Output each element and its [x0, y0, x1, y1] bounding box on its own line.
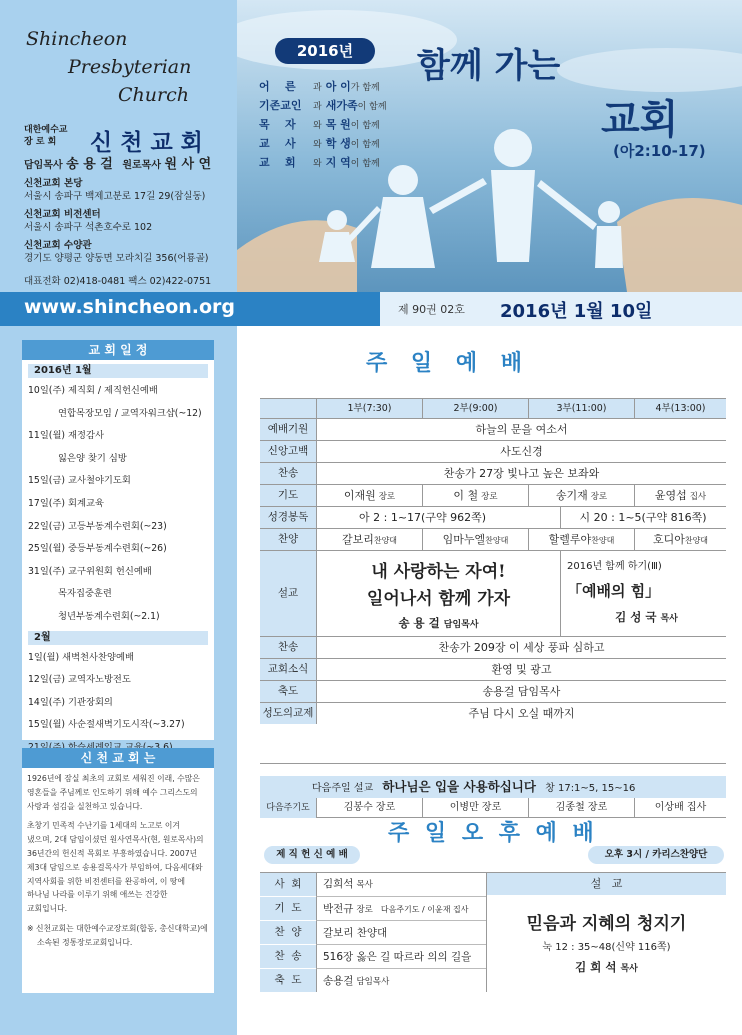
- worship-order-table: [260, 398, 726, 764]
- person-title: 장로: [481, 492, 498, 502]
- pm-name: 박전규: [323, 903, 354, 915]
- prayer-person: [422, 485, 528, 506]
- calendar-item: 1일(월) 새벽천사찬양예배: [28, 651, 134, 663]
- calendar-item: 청년부동계수련회(~2.1): [58, 610, 160, 622]
- year-badge: 2016년: [275, 38, 375, 64]
- afternoon-time: 오후 3시 / 카리스찬양단: [588, 846, 724, 864]
- calendar-item: 12일(금) 교역자노방전도: [28, 674, 131, 686]
- reading-row: [260, 506, 726, 528]
- motto-list: [259, 78, 387, 173]
- worship-row: [260, 418, 726, 440]
- church-name: 신 천 교 회: [90, 130, 203, 156]
- motto-j1: 와: [313, 140, 322, 150]
- pm-sermon-ref: 눅 12 : 35~48(신약 116쪽): [542, 942, 671, 953]
- afternoon-title: 주 일 오 후 예 배: [388, 821, 598, 846]
- worship-title: 주 일 예 배: [366, 351, 530, 376]
- reading-psalm: 시 20 : 1~5(구약 816쪽): [579, 511, 707, 524]
- motto-line: [259, 78, 387, 97]
- motto-j1: 과: [313, 102, 322, 112]
- website-bar: [0, 292, 742, 326]
- motto-j2: 이 함께: [350, 121, 380, 131]
- pm-extra: 다음주기도 / 이윤재 집사: [380, 905, 469, 914]
- worship-row-value: 송용걸 담임목사: [316, 681, 726, 702]
- about-note: [27, 922, 209, 950]
- calendar-item: 목자집중훈련: [58, 588, 112, 600]
- pm-row-value: [316, 872, 486, 896]
- prayer-person: [316, 485, 422, 506]
- sermon-main: [316, 551, 560, 636]
- choir-suffix: 찬양대: [373, 536, 398, 545]
- worship-row-value: 찬송가 27장 빛나고 높은 보좌와: [316, 463, 726, 484]
- calendar-item: 10일(주) 제직회 / 제직헌신예배: [28, 385, 158, 396]
- calendar-item: 17일(주) 회계교육: [28, 497, 104, 509]
- pm-row-label: 찬 양: [260, 921, 316, 944]
- choir-name: [528, 529, 634, 550]
- worship-row-value: 주님 다시 오실 때까지: [316, 703, 726, 724]
- pm-name: 송용걸: [323, 975, 354, 987]
- preacher-name: 김 희 석: [575, 960, 617, 974]
- motto-b: 학 생: [325, 137, 351, 150]
- afternoon-label: 제 직 헌 신 예 배: [264, 846, 360, 864]
- website-link[interactable]: www.shincheon.org: [24, 296, 236, 318]
- pastors: 담임목사 송 용 걸 원로목사 원 사 연: [24, 157, 212, 172]
- prayer-person: [528, 485, 634, 506]
- worship-row-value: 하늘의 문을 여소서: [316, 419, 726, 440]
- motto-line: [259, 135, 387, 154]
- sidebar: [0, 0, 237, 1035]
- motto-j2: 가 함께: [350, 83, 380, 93]
- motto-a: 어 른: [259, 80, 296, 93]
- motto-j2: 이 함께: [350, 140, 380, 150]
- choir: 갈보리: [341, 533, 374, 546]
- pm-title: 목사: [356, 880, 373, 890]
- choir: 임마누엘: [442, 533, 486, 546]
- sermon-row: [260, 550, 726, 636]
- row-label: 교회소식: [260, 659, 316, 680]
- service-time: 4부(13:00): [634, 399, 726, 418]
- row-label: 축도: [260, 681, 316, 702]
- sermon-title-1: 내 사랑하는 자여!: [371, 562, 506, 582]
- motto-line: [259, 97, 387, 116]
- service-time: 3부(11:00): [528, 399, 634, 418]
- motto-a: 교 사: [259, 137, 296, 150]
- about-box: [22, 748, 214, 993]
- series-preacher: [567, 609, 726, 625]
- row-label: 기도: [260, 485, 316, 506]
- logo-line-2: Presbyterian: [68, 56, 192, 78]
- about-line: ※ 신천교회는 대한예수교장로회(합동, 총신대학교)에: [27, 923, 208, 933]
- next-prayer-person: 이상배 집사: [634, 798, 726, 818]
- contact-phone: 대표전화 02)418-0481 팩스 02)422-0751: [24, 276, 212, 287]
- calendar-item: 15일(월) 사순절새벽기도시작(~3.27): [28, 719, 185, 731]
- hero-title-line1: 함께 가는: [417, 46, 561, 86]
- service-time: 2부(9:00): [422, 399, 528, 418]
- motto-a: 기존교인: [259, 99, 302, 112]
- row-label: 찬송: [260, 637, 316, 658]
- worship-row-value: 찬송가 209장 이 세상 풍파 심하고: [316, 637, 726, 658]
- motto-b: 아 이: [325, 80, 351, 93]
- choir: 호디아: [652, 533, 685, 546]
- motto-j1: 과: [313, 83, 322, 93]
- address-list: 신천교회 본당 서울시 송파구 백제고분로 17길 29(잠실동) 신천교회 비전센터 서울시 송파구 석촌호수로 102 신천교회 수양관 경기도 양평군 양동면 모라치길 356(어룡골): [24, 178, 209, 264]
- series-label: 2016년 함께 하기(Ⅲ): [567, 561, 662, 572]
- about-title: 신 천 교 회 는: [22, 748, 214, 768]
- about-line: 교회입니다.: [27, 904, 68, 914]
- pm-title: 장로: [356, 905, 373, 915]
- about-line: 초창기 민족적 수난기를 1세대의 노고로 이겨: [27, 821, 180, 831]
- person-name: 이 철: [453, 489, 479, 502]
- pm-row-value: [316, 944, 486, 968]
- choir-name: [422, 529, 528, 550]
- worship-row: [260, 658, 726, 680]
- sermon-series: [560, 551, 726, 636]
- issue-date: 2016년 1월 10일: [500, 301, 653, 322]
- about-line: 냈으며, 2대 담임이셨던 원사연목사(현, 원로목사)의: [27, 835, 204, 845]
- choir-suffix: 찬양대: [684, 536, 709, 545]
- prayer-row: [260, 484, 726, 506]
- preacher-name: 송 용 걸: [398, 616, 440, 630]
- preacher-title: 목사: [660, 614, 678, 624]
- motto-line: [259, 154, 387, 173]
- sermon-preacher: [317, 615, 560, 631]
- person-title: 집사: [689, 492, 707, 502]
- hero-banner: [237, 0, 742, 292]
- calendar-feb-list: [22, 647, 214, 760]
- service-time: 1부(7:30): [316, 399, 422, 418]
- person-name: 윤영섭: [654, 489, 687, 502]
- about-line: 하나님 나라를 이루기 위해 애쓰는 건강한: [27, 890, 168, 900]
- prayer-person: [634, 485, 726, 506]
- person-title: 장로: [590, 492, 608, 502]
- motto-b: 목 원: [325, 118, 351, 131]
- about-line: 소속된 정통장로교회입니다.: [37, 937, 133, 947]
- row-label: 설교: [260, 551, 316, 636]
- about-paragraph-1: [27, 772, 209, 813]
- motto-j2: 이 함께: [357, 102, 387, 112]
- pm-row-value: [316, 968, 486, 992]
- calendar-item: 잃은양 찾기 심방: [58, 452, 127, 464]
- choir-name: [634, 529, 726, 550]
- motto-j1: 와: [313, 121, 322, 131]
- pm-name: 516장 옳은 길 따르라 의의 길을: [323, 951, 472, 963]
- denomination: 대한예수교 장 로 회: [24, 125, 68, 147]
- pm-row-label: 찬 송: [260, 945, 316, 968]
- motto-line: [259, 116, 387, 135]
- calendar-item: 14일(주) 기관장회의: [28, 696, 113, 708]
- person-name: 이재원: [343, 489, 376, 502]
- row-label: 성경봉독: [260, 507, 316, 528]
- choir-suffix: 찬양대: [591, 536, 615, 545]
- logo-line-3: Church: [118, 84, 189, 106]
- about-line: 제3대 담임으로 송용걸목사가 부임하여, 다음세대와: [27, 862, 203, 872]
- choir: 할렐루야: [548, 533, 592, 546]
- next-prayer-person: 김종철 장로: [528, 798, 634, 818]
- row-label: 성도의교제: [260, 703, 316, 724]
- calendar-item: 31일(주) 교구위원회 헌신예배: [28, 565, 152, 577]
- sermon-title-2: 일어나서 함께 가자: [366, 589, 511, 609]
- afternoon-table: [260, 872, 726, 992]
- about-paragraph-2: [27, 819, 209, 916]
- preacher-title: 담임목사: [443, 620, 479, 630]
- about-line: 36년간의 헌신적 목회로 부흥하였습니다. 2007년: [27, 848, 198, 858]
- preacher-title: 목사: [620, 964, 638, 974]
- calendar-item: 연합목장모임 / 교역자워크샵(~12): [58, 407, 202, 419]
- motto-j2: 이 함께: [350, 159, 380, 169]
- pm-sermon-preacher: [487, 959, 726, 975]
- worship-row: [260, 440, 726, 462]
- pm-row-label: 사 회: [260, 873, 316, 896]
- service-header-row: [260, 398, 726, 418]
- row-label: 예배기원: [260, 419, 316, 440]
- person-name: 송기재: [555, 489, 588, 502]
- next-sermon: 다음주일 설교 하나님은 입을 사용하십니다 창 17:1~5, 15~16: [260, 776, 726, 798]
- choir-suffix: 찬양대: [485, 536, 509, 545]
- next-prayer-row: [260, 798, 726, 818]
- calendar-item: 11일(월) 재정감사: [28, 430, 104, 442]
- calendar-item: 22일(금) 고등부동계수련회(~23): [28, 520, 167, 532]
- pm-row-value: [316, 896, 486, 920]
- worship-row-value: 환영 및 광고: [316, 659, 726, 680]
- pm-row-label: 축 도: [260, 969, 316, 992]
- next-prayer-person: 이병만 장로: [422, 798, 528, 818]
- pm-sermon-title: 믿음과 지혜의 청지기: [526, 914, 687, 934]
- choir-row: [260, 528, 726, 550]
- worship-row-value: 사도신경: [316, 441, 726, 462]
- next-prayer-label: 다음주기도: [260, 798, 316, 818]
- about-line: 영혼들을 주님께로 인도하기 위해 예수 그리스도의: [27, 787, 198, 797]
- pm-sermon-header: 설 교: [487, 873, 726, 895]
- row-label: 찬송: [260, 463, 316, 484]
- issue-volume: 제 90권 02호: [398, 303, 465, 316]
- calendar-item: 15일(금) 교사철야기도회: [28, 475, 131, 487]
- pm-sermon: [486, 873, 726, 992]
- row-label: 신앙고백: [260, 441, 316, 462]
- motto-b: 지 역: [325, 156, 351, 169]
- motto-j1: 와: [313, 159, 322, 169]
- next-prayer-person: 김봉수 장로: [316, 798, 422, 818]
- worship-row: [260, 462, 726, 484]
- calendar-month-feb: 2월: [28, 631, 208, 645]
- row-label: 찬양: [260, 529, 316, 550]
- motto-a: 교 회: [259, 156, 296, 169]
- worship-row: [260, 636, 726, 658]
- pm-name: 갈보리 찬양대: [323, 927, 388, 939]
- worship-row: [260, 702, 726, 724]
- person-title: 장로: [378, 492, 396, 502]
- logo-line-1: Shincheon: [26, 28, 128, 50]
- pm-name: 김희석: [323, 878, 354, 890]
- calendar-title: 교 회 일 정: [22, 340, 214, 360]
- choir-name: [316, 529, 422, 550]
- preacher-name: 김 성 국: [615, 610, 657, 624]
- about-line: 지역사회를 위한 비전센터를 완공하여, 이 땅에: [27, 876, 185, 886]
- about-line: 사랑과 섬김을 실천하고 있습니다.: [27, 801, 143, 811]
- series-title: 「예배의 힘」: [567, 582, 661, 600]
- motto-b: 새가족: [325, 99, 358, 112]
- hero-verse: (아2:10-17): [613, 142, 706, 160]
- worship-row: [260, 680, 726, 702]
- calendar-box: [22, 340, 214, 740]
- calendar-jan-list: [22, 380, 214, 629]
- hero-title-line2: 교회: [601, 97, 679, 143]
- pm-title: 담임목사: [356, 977, 390, 987]
- pm-row-value: [316, 920, 486, 944]
- calendar-item: 25일(월) 중등부동계수련회(~26): [28, 543, 167, 555]
- calendar-month-jan: 2016년 1월: [28, 364, 208, 378]
- motto-a: 목 자: [259, 118, 296, 131]
- about-line: 1926년에 잠실 최초의 교회로 세워진 이래, 수많은: [27, 774, 200, 783]
- reading-ot: 아 2 : 1~17(구약 962쪽): [316, 507, 528, 528]
- pm-row-label: 기 도: [260, 897, 316, 920]
